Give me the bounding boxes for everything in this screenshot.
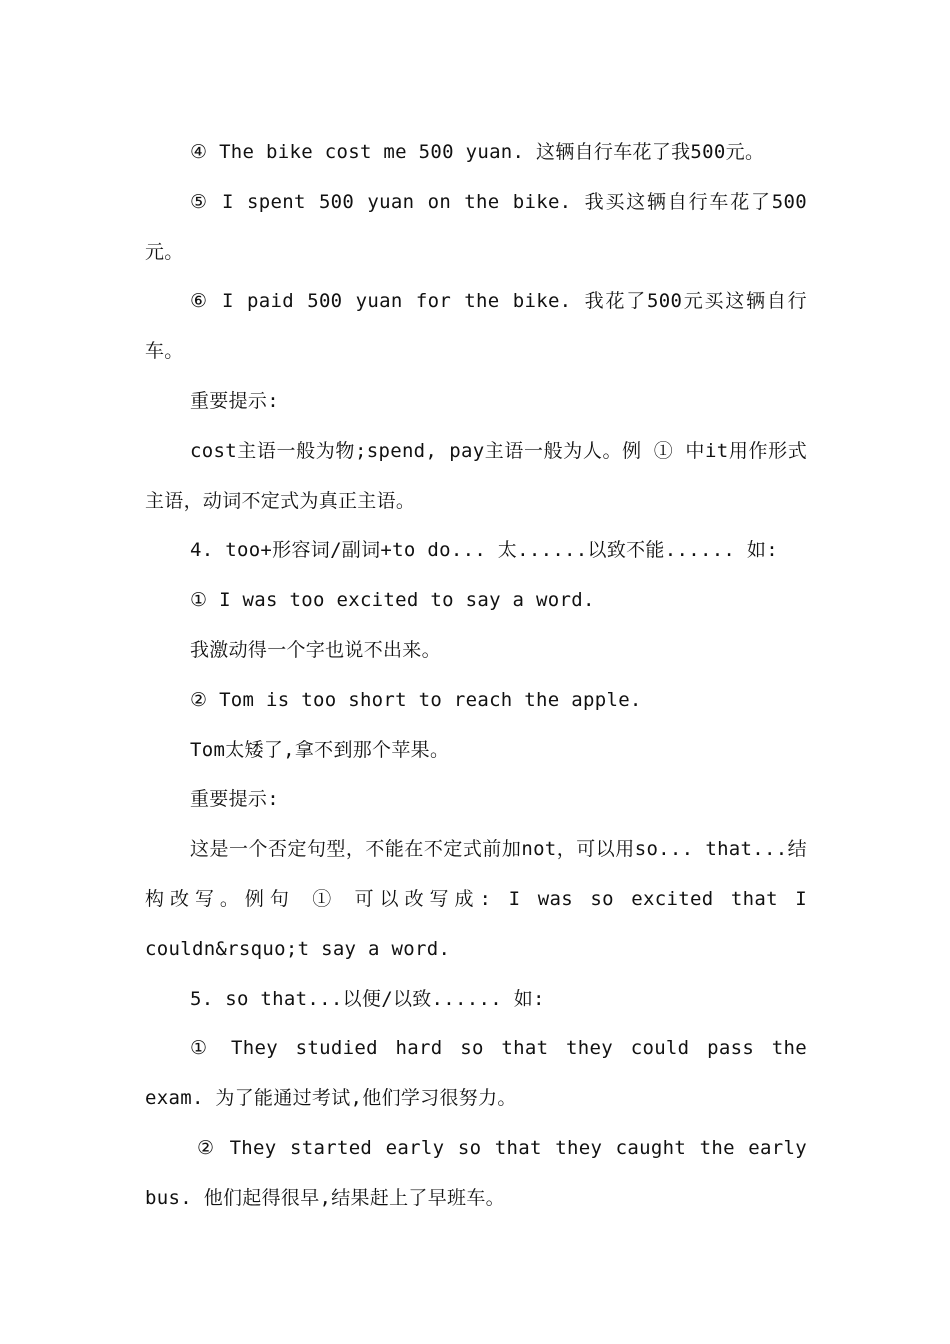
example-6-paid: ⑥ I paid 500 yuan for the bike. 我花了500元买这辆自行车。 <box>145 290 807 363</box>
example-4-cost: ④ The bike cost me 500 yuan. 这辆自行车花了我500元。 <box>190 141 765 163</box>
section-4-heading: 4. too+形容词/副词+to do... 太......以致不能...... 如: <box>190 539 778 562</box>
tip-heading-2: 重要提示: <box>190 788 279 811</box>
section-4-example-1-translation: 我激动得一个字也说不出来。 <box>190 638 441 661</box>
section-5-heading: 5. so that...以便/以致...... 如: <box>190 987 545 1010</box>
section-5-example-1: ① They studied hard so that they could pass the exam. 为了能通过考试,他们学习很努力。 <box>145 1037 807 1110</box>
section-4-example-1: ① I was too excited to say a word. <box>190 589 595 612</box>
example-5-spent: ⑤ I spent 500 yuan on the bike. 我买这辆自行车花了500元。 <box>145 190 807 263</box>
tip-text-2: 这是一个否定句型，不能在不定式前加not，可以用so... that...结构改写。例句 ① 可以改写成: I was so excited that I couldn&rsquo;t say a word. <box>145 838 807 960</box>
tip-heading-1: 重要提示: <box>190 389 279 412</box>
tip-text-1: cost主语一般为物;spend, pay主语一般为人。例 ① 中it用作形式主语，动词不定式为真正主语。 <box>145 439 807 512</box>
section-4-example-2-translation: Tom太矮了,拿不到那个苹果。 <box>190 738 450 761</box>
section-4-example-2: ② Tom is too short to reach the apple. <box>190 688 642 711</box>
section-5-example-2: ② They started early so that they caught the early bus. 他们起得很早,结果赶上了早班车。 <box>145 1136 807 1209</box>
document-body <box>145 128 807 1224</box>
